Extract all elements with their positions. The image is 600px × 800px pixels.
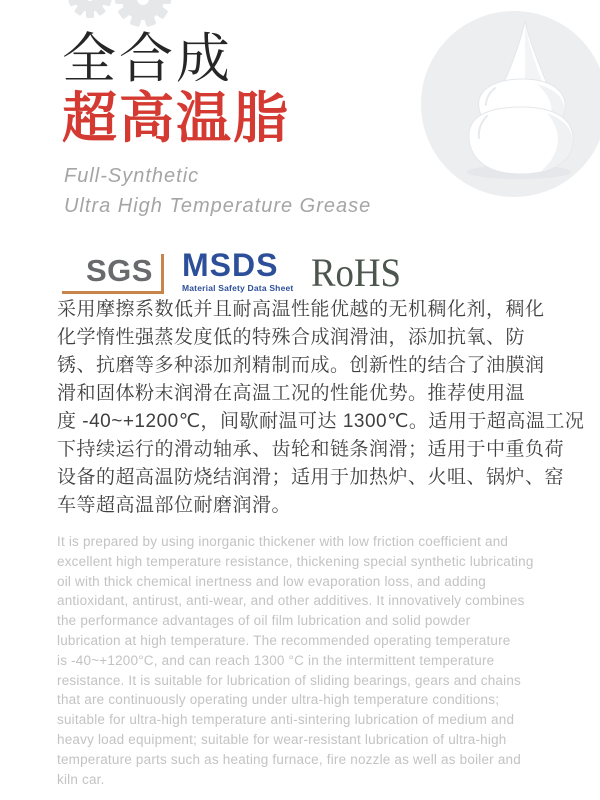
description-cn-line: 设备的超高温防烧结润滑；适用于加热炉、火咀、锅炉、窑 — [57, 467, 565, 488]
subtitle-line-1: Full-Synthetic — [64, 165, 200, 187]
sgs-logo-label: SGS — [86, 253, 153, 288]
description-en-line: resistance. It is suitable for lubrication of sliding bearings, gears and chains — [57, 672, 521, 688]
description-cn-line: 锈、抗磨等多种添加剂精制而成。创新性的结合了油膜润 — [57, 355, 545, 376]
description-en-line: suitable for ultra-high temperature anti-sintering lubrication of medium and — [57, 712, 515, 728]
rohs-logo: RoHS — [311, 250, 402, 295]
description-cn-line: 车等超高温部位耐磨润滑。 — [57, 495, 292, 516]
description-en-line: lubrication at high temperature. The recommended operating temperature — [57, 632, 511, 648]
description-en-line: the performance advantages of oil film lubrication and solid powder — [57, 613, 471, 629]
subtitle-line-2: Ultra High Temperature Grease — [64, 195, 372, 217]
msds-logo-sublabel: Material Safety Data Sheet — [181, 283, 294, 293]
description-en-line: that are continuously operating under ultra-high temperature conditions; — [57, 692, 500, 708]
msds-logo-label: MSDS — [181, 247, 279, 283]
description-en-line: is -40~+1200°C, and can reach 1300 °C in the intermittent temperature — [57, 652, 495, 668]
description-en-line: kiln car. — [57, 771, 105, 787]
description-cn-line: 采用摩擦系数低并且耐高温性能优越的无机稠化剂，稠化 — [57, 299, 545, 320]
description-chinese — [57, 296, 585, 520]
description-en-line: excellent high temperature resistance, thickening special synthetic lubricating — [57, 553, 534, 569]
description-en-line: temperature parts such as heating furnace, fire nozzle as well as boiler and — [57, 751, 521, 767]
description-cn-line: 度 -40~+1200℃，间歇耐温可达 1300℃。适用于超高温工况 — [57, 411, 585, 432]
description-english — [57, 532, 551, 789]
description-en-line: antioxidant, antirust, anti-wear, and other additives. It innovatively combines — [57, 593, 525, 609]
product-photo — [417, 8, 600, 200]
description-cn-line: 下持续运行的滑动轴承、齿轮和链条润滑；适用于中重负荷 — [57, 439, 565, 460]
description-en-line: oil with thick chemical inertness and low evaporation loss, and adding — [57, 573, 486, 589]
description-en-line: heavy load equipment; suitable for wear-resistant lubrication of ultra-high — [57, 731, 507, 747]
page-subtitle — [64, 161, 371, 221]
description-en-line: It is prepared by using inorganic thickener with low friction coefficient and — [57, 534, 509, 549]
page-title-cn: 全合成 — [62, 29, 233, 89]
msds-logo — [181, 247, 294, 294]
sgs-logo — [62, 254, 164, 294]
certification-logos — [62, 242, 409, 294]
description-cn-line: 滑和固体粉末润滑在高温工况的性能优势。推荐使用温 — [57, 383, 526, 404]
page-title-cn-accent: 超高温脂 — [62, 87, 291, 149]
description-cn-line: 化学惰性强蒸发度低的特殊合成润滑油，添加抗氧、防 — [57, 327, 526, 348]
